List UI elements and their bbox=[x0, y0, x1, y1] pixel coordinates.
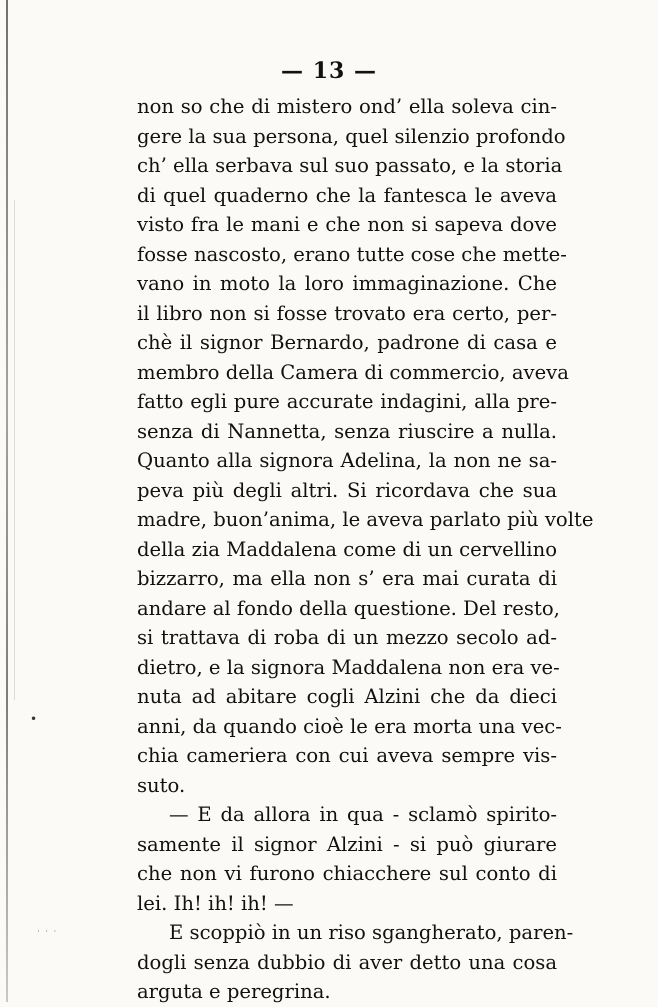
text-line: madre, buon’anima, le aveva parlato più volte bbox=[137, 508, 594, 531]
text-line: non so che di mistero ond’ ella soleva cin- bbox=[137, 95, 557, 118]
text-line: di quel quaderno che la fantesca le aveva bbox=[137, 183, 557, 207]
page-spine-edge bbox=[6, 0, 8, 1002]
text-line: lei. Ih! ih! ih! — bbox=[137, 891, 294, 915]
text-line: arguta e peregrina. bbox=[137, 980, 331, 1003]
text-line: dietro, e la signora Maddalena non era ve- bbox=[137, 655, 560, 679]
text-line: visto fra le mani e che non si sapeva dove bbox=[137, 213, 557, 236]
text-line: fosse nascosto, erano tutte cose che mette- bbox=[137, 242, 567, 266]
text-line: il libro non si fosse trovato era certo, per- bbox=[137, 301, 557, 325]
page-shadow-line bbox=[14, 200, 15, 700]
text-line: senza di Nannetta, senza riuscire a nulla. bbox=[137, 419, 557, 443]
page-number: — 13 — bbox=[281, 58, 377, 84]
text-line: suto. bbox=[137, 773, 186, 797]
text-line: samente il signor Alzini - si può giurare bbox=[137, 832, 557, 856]
text-line: dogli senza dubbio di aver detto una cosa bbox=[137, 950, 557, 974]
text-line: — E da allora in qua - sclamò spirito- bbox=[169, 803, 557, 826]
text-line: nuta ad abitare cogli Alzini che da dieci bbox=[137, 685, 557, 708]
text-line: andare al fondo della questione. Del resto, bbox=[137, 596, 560, 620]
margin-smudge: ˙ ˙ ˙ bbox=[36, 930, 58, 941]
text-line: peva più degli altri. Si ricordava che sua bbox=[137, 478, 557, 502]
text-line: chè il signor Bernardo, padrone di casa e bbox=[137, 331, 557, 354]
text-line: ch’ ella serbava sul suo passato, e la storia bbox=[137, 154, 563, 177]
text-line: chia cameriera con cui aveva sempre vis- bbox=[137, 744, 557, 767]
text-line: membro della Camera di commercio, aveva bbox=[137, 360, 569, 384]
margin-speck: • bbox=[30, 712, 38, 726]
text-line: E scoppiò in un riso sgangherato, paren- bbox=[169, 921, 574, 944]
text-line: fatto egli pure accurate indagini, alla pre- bbox=[137, 390, 557, 413]
text-line: della zia Maddalena come di un cervellino bbox=[137, 537, 557, 561]
body-text bbox=[137, 92, 594, 1007]
text-line: Quanto alla signora Adelina, la non ne sa- bbox=[137, 449, 557, 472]
text-line: gere la sua persona, quel silenzio profondo bbox=[137, 124, 566, 148]
text-line: si trattava di roba di un mezzo secolo ad- bbox=[137, 626, 557, 649]
text-line: vano in moto la loro immaginazione. Che bbox=[137, 272, 557, 295]
text-line: bizzarro, ma ella non s’ era mai curata di bbox=[137, 567, 557, 590]
text-line: che non vi furono chiacchere sul conto di bbox=[137, 862, 557, 885]
text-line: anni, da quando cioè le era morta una vec- bbox=[137, 714, 562, 738]
